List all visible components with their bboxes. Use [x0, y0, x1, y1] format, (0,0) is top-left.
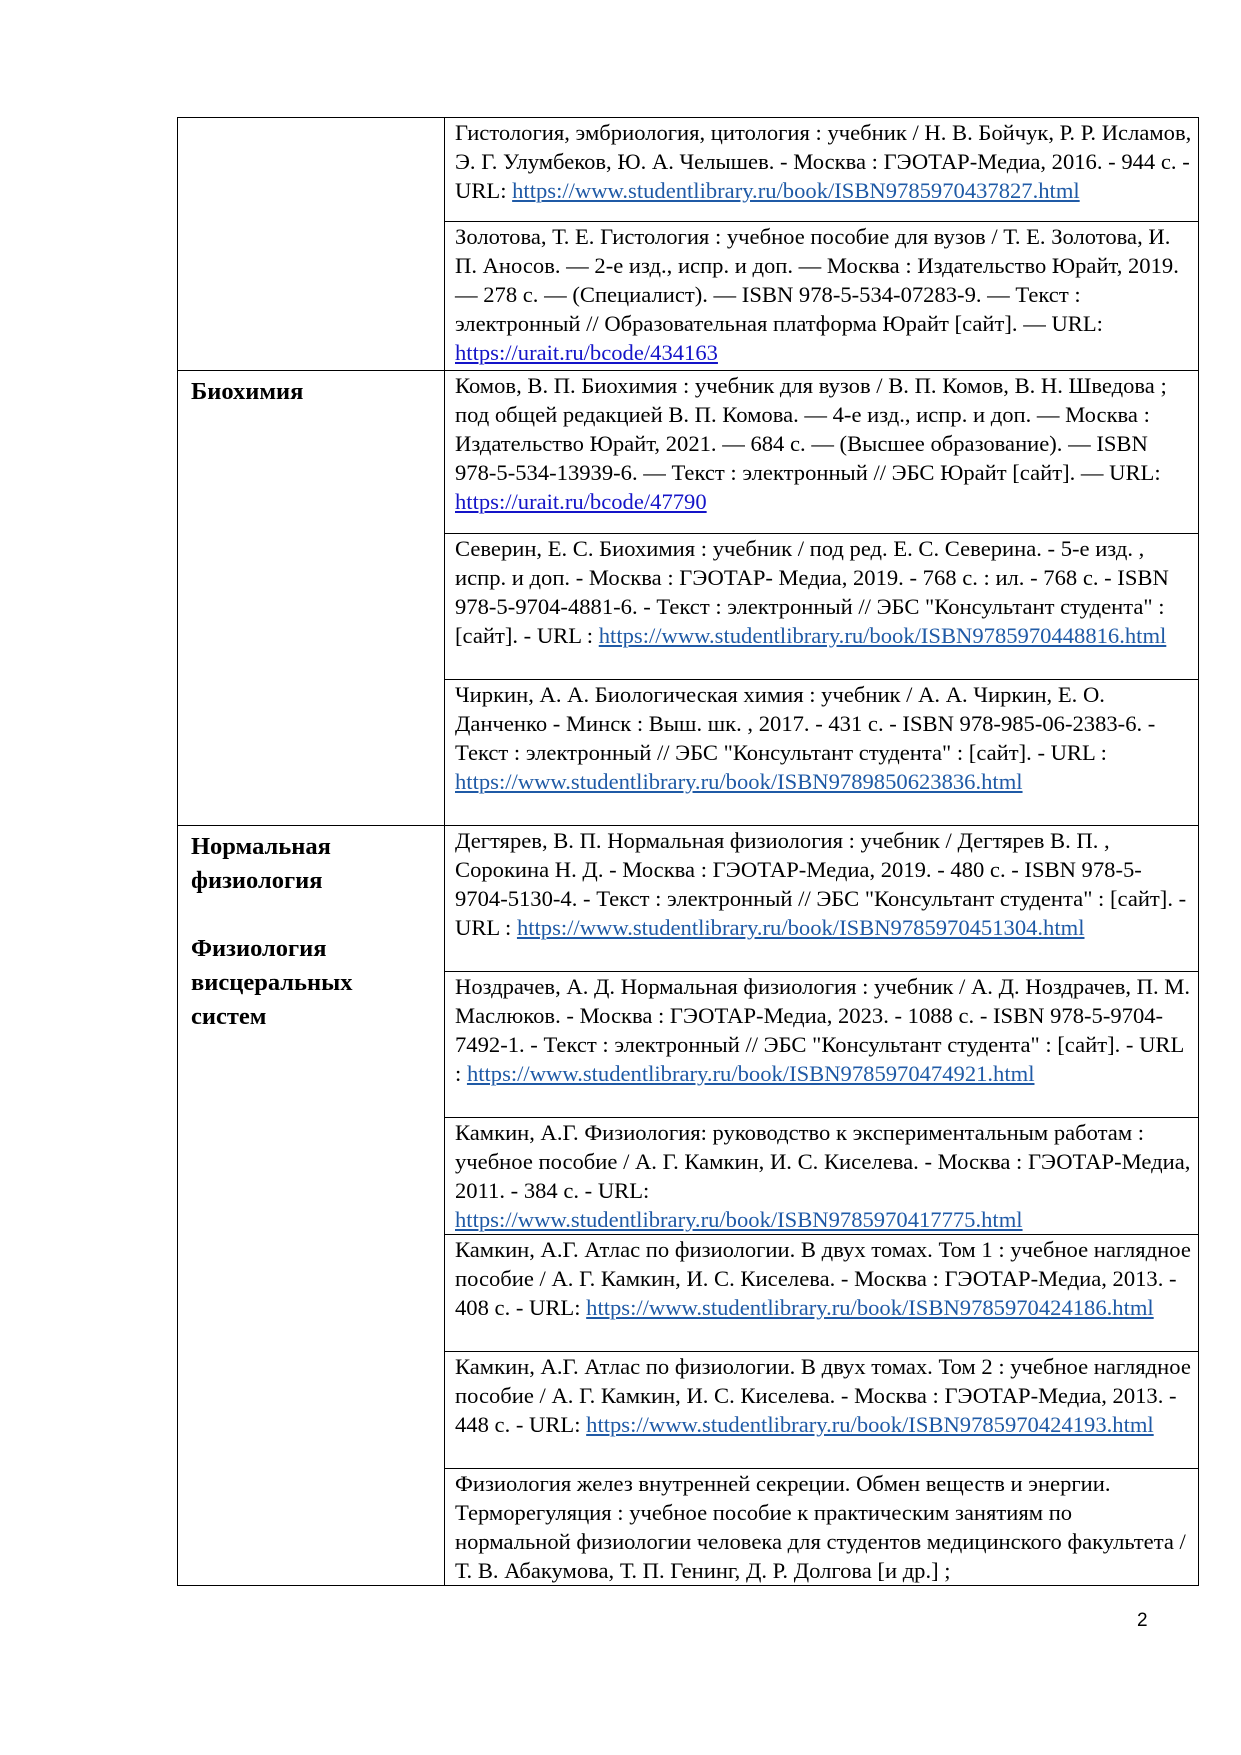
bibliography-entry: Золотова, Т. Е. Гистология : учебное пособие для вузов / Т. Е. Золотова, И. П. Аносов. — 2-е изд., испр. и доп. — Москва : Издательство Юрайт, 2019. — 278 с. — (Специалист). — ISBN 978-5-534-07283-9. — Текст : электронный // Образовательная платформа Юрайт [сайт]. — URL: https://urait.ru/bcode/434163: [445, 222, 1199, 371]
entry-link[interactable]: https://www.studentlibrary.ru/book/ISBN9785970424186.html: [586, 1295, 1154, 1320]
subject-cell-physiology: [178, 826, 445, 1586]
subject-title: систем: [191, 1003, 267, 1030]
bibliography-entry: Чиркин, А. А. Биологическая химия : учебник / А. А. Чиркин, Е. О. Данченко - Минск : Выш. шк. , 2017. - 431 с. - ISBN 978-985-06-2383-6. - Текст : электронный // ЭБС "Консультант студента" : [сайт]. - URL : https://www.studentlibrary.ru/book/ISBN9789850623836.html: [445, 680, 1199, 826]
literature-table: [177, 117, 1199, 1586]
entry-link[interactable]: https://urait.ru/bcode/47790: [455, 489, 707, 514]
entry-link[interactable]: https://www.studentlibrary.ru/book/ISBN9785970417775.html: [455, 1207, 1023, 1232]
subject-cell-biochemistry: [178, 371, 445, 826]
subject-cell-empty: [178, 118, 445, 371]
subject-title: Нормальная: [191, 833, 331, 860]
bibliography-entry: Физиология желез внутренней секреции. Обмен веществ и энергии. Терморегуляция : учебное пособие к практическим занятиям по нормальной физиологии человека для студентов медицинского факультета / Т. В. Абакумова, Т. П. Генинг, Д. Р. Долгова [и др.] ;: [445, 1469, 1199, 1586]
bibliography-entry: Камкин, А.Г. Атлас по физиологии. В двух томах. Том 1 : учебное наглядное пособие / А. Г. Камкин, И. С. Киселева. - Москва : ГЭОТАР-Медиа, 2013. - 408 с. - URL: https://www.studentlibrary.ru/book/ISBN9785970424186.html: [445, 1235, 1199, 1352]
bibliography-entry: Ноздрачев, А. Д. Нормальная физиология : учебник / А. Д. Ноздрачев, П. М. Маслюков. - Москва : ГЭОТАР-Медиа, 2023. - 1088 с. - ISBN 978-5-9704-7492-1. - Текст : электронный // ЭБС "Консультант студента" : [сайт]. - URL : https://www.studentlibrary.ru/book/ISBN9785970474921.html: [445, 972, 1199, 1118]
entry-link[interactable]: https://www.studentlibrary.ru/book/ISBN9785970437827.html: [512, 178, 1080, 203]
bibliography-entry: Камкин, А.Г. Атлас по физиологии. В двух томах. Том 2 : учебное наглядное пособие / А. Г. Камкин, И. С. Киселева. - Москва : ГЭОТАР-Медиа, 2013. - 448 с. - URL: https://www.studentlibrary.ru/book/ISBN9785970424193.html: [445, 1352, 1199, 1469]
bibliography-entry: Дегтярев, В. П. Нормальная физиология : учебник / Дегтярев В. П. , Сорокина Н. Д. - Москва : ГЭОТАР-Медиа, 2019. - 480 с. - ISBN 978-5-9704-5130-4. - Текст : электронный // ЭБС "Консультант студента" : [сайт]. - URL : https://www.studentlibrary.ru/book/ISBN9785970451304.html: [445, 826, 1199, 972]
subject-title: Физиология: [191, 935, 327, 962]
table-row: [178, 826, 1199, 972]
table-row: [178, 371, 1199, 534]
entry-link[interactable]: https://www.studentlibrary.ru/book/ISBN9785970451304.html: [516, 915, 1085, 940]
table-row: [178, 118, 1199, 222]
entry-link[interactable]: https://www.studentlibrary.ru/book/ISBN9785970474921.html: [466, 1061, 1035, 1086]
subject-title: физиология: [191, 867, 323, 894]
bibliography-entry: Северин, Е. С. Биохимия : учебник / под ред. Е. С. Северина. - 5-е изд. , испр. и доп. - Москва : ГЭОТАР- Медиа, 2019. - 768 с. : ил. - 768 с. - ISBN 978-5-9704-4881-6. - Текст : электронный // ЭБС "Консультант студента" : [сайт]. - URL : https://www.studentlibrary.ru/book/ISBN9785970448816.html: [445, 534, 1199, 680]
bibliography-entry: Камкин, А.Г. Физиология: руководство к экспериментальным работам : учебное пособие / А. Г. Камкин, И. С. Киселева. - Москва : ГЭОТАР-Медиа, 2011. - 384 с. - URL: https://www.studentlibrary.ru/book/ISBN9785970417775.html: [445, 1118, 1199, 1235]
entry-link[interactable]: https://urait.ru/bcode/434163: [455, 340, 718, 365]
entry-link[interactable]: https://www.studentlibrary.ru/book/ISBN9785970424193.html: [586, 1412, 1154, 1437]
entry-link[interactable]: https://www.studentlibrary.ru/book/ISBN9785970448816.html: [598, 623, 1167, 648]
subject-title: Биохимия: [191, 378, 304, 405]
entry-link[interactable]: https://www.studentlibrary.ru/book/ISBN9789850623836.html: [455, 769, 1023, 794]
subject-title: висцеральных: [191, 969, 353, 996]
page-number: 2: [1137, 1610, 1148, 1631]
bibliography-entry: Гистология, эмбриология, цитология : учебник / Н. В. Бойчук, Р. Р. Исламов, Э. Г. Улумбеков, Ю. А. Челышев. - Москва : ГЭОТАР-Медиа, 2016. - 944 с. - URL: https://www.studentlibrary.ru/book/ISBN9785970437827.html: [445, 118, 1199, 222]
bibliography-entry: Комов, В. П. Биохимия : учебник для вузов / В. П. Комов, В. Н. Шведова ; под общей редакцией В. П. Комова. — 4-е изд., испр. и доп. — Москва : Издательство Юрайт, 2021. — 684 с. — (Высшее образование). — ISBN 978-5-534-13939-6. — Текст : электронный // ЭБС Юрайт [сайт]. — URL: https://urait.ru/bcode/47790: [445, 371, 1199, 534]
